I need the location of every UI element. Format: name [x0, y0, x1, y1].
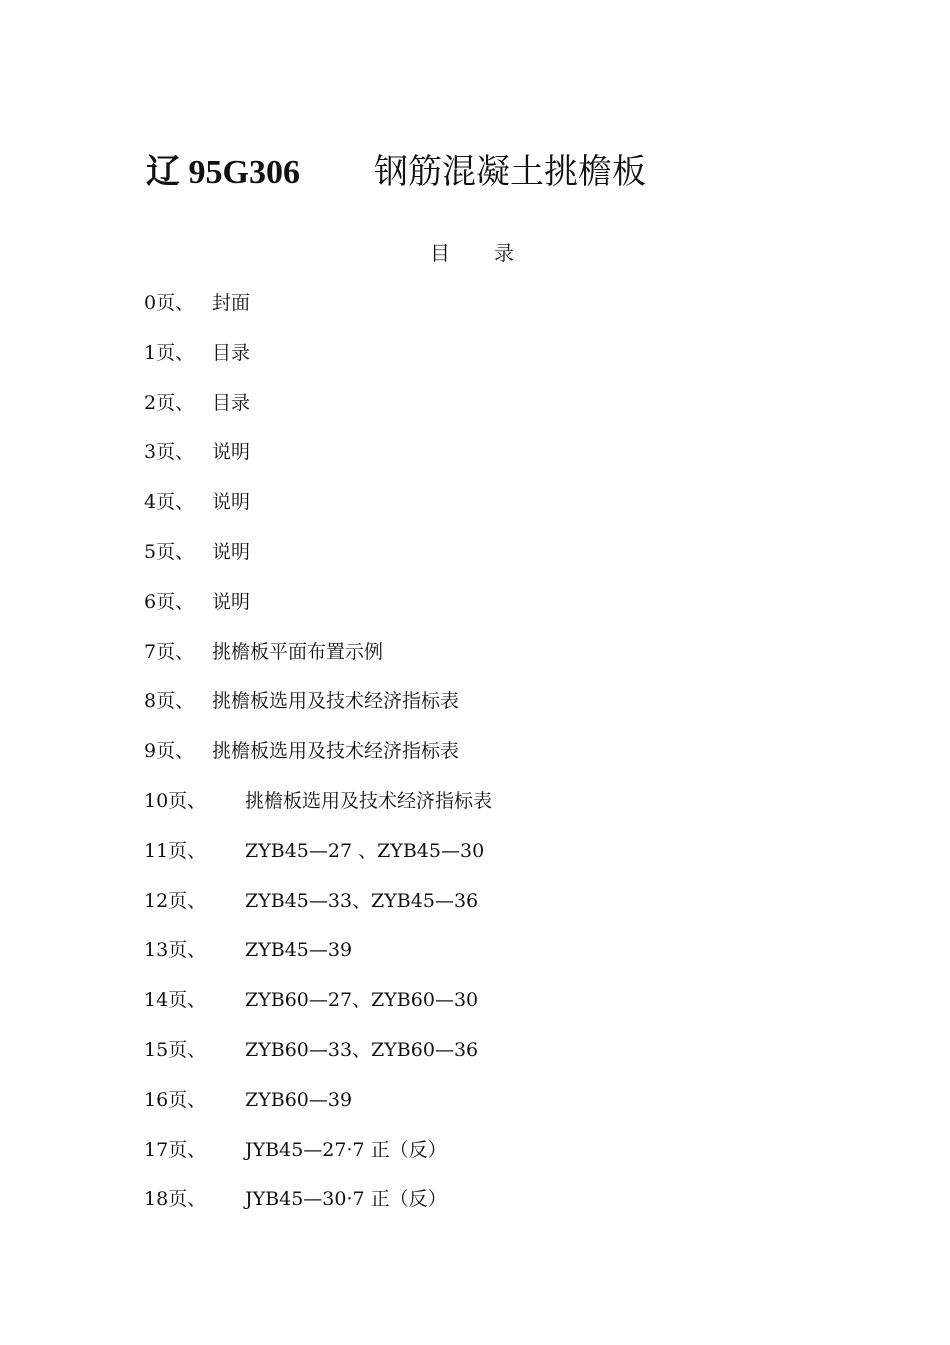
- toc-entry: [144, 537, 492, 587]
- document-title: [146, 146, 646, 198]
- toc-entry: [144, 935, 492, 985]
- toc-entry-title: ZYB45—39: [245, 939, 353, 962]
- toc-entry: [144, 1085, 492, 1135]
- toc-entry: [144, 637, 492, 687]
- table-of-contents: [144, 288, 492, 1234]
- toc-entry: [144, 786, 492, 836]
- document-name: 钢筋混凝土挑檐板: [374, 152, 646, 192]
- toc-entry-title: 说明: [212, 441, 251, 464]
- toc-page-number: 18页、: [144, 1188, 207, 1211]
- toc-entry-title: 挑檐板选用及技术经济指标表: [245, 789, 493, 812]
- toc-entry-title: ZYB60—27、ZYB60—30: [245, 989, 479, 1012]
- toc-page-number: 2页、: [144, 391, 195, 414]
- toc-page-number: 5页、: [144, 540, 195, 563]
- toc-entry: [144, 487, 492, 537]
- toc-entry-title: 挑檐板选用及技术经济指标表: [212, 740, 460, 763]
- toc-entry-title: 封面: [212, 292, 251, 314]
- toc-entry: [144, 437, 492, 487]
- toc-entry-title: 目录: [212, 341, 251, 364]
- toc-page-number: 0页、: [144, 292, 195, 314]
- toc-entry-title: ZYB45—27 、ZYB45—30: [245, 839, 485, 862]
- toc-entry: [144, 388, 492, 438]
- toc-page-number: 10页、: [144, 789, 207, 812]
- toc-entry-title: 目录: [212, 391, 251, 414]
- document-code: 辽 95G306: [146, 154, 300, 191]
- toc-entry-title: JYB45—30·7 正（反）: [245, 1188, 447, 1211]
- toc-page-number: 12页、: [144, 889, 207, 912]
- toc-entry: [144, 985, 492, 1035]
- toc-page-number: 7页、: [144, 640, 195, 663]
- toc-page-number: 3页、: [144, 441, 195, 464]
- toc-page-number: 17页、: [144, 1138, 207, 1161]
- toc-page-number: 14页、: [144, 989, 207, 1012]
- toc-page-number: 6页、: [144, 590, 195, 613]
- toc-entry: [144, 587, 492, 637]
- toc-entry-title: ZYB60—33、ZYB60—36: [245, 1038, 479, 1061]
- toc-entry: [144, 686, 492, 736]
- toc-entry-title: 说明: [212, 540, 251, 563]
- toc-page-number: 15页、: [144, 1038, 207, 1061]
- toc-entry: [144, 736, 492, 786]
- toc-page-number: 13页、: [144, 939, 207, 962]
- toc-page-number: 9页、: [144, 740, 195, 763]
- toc-page-number: 4页、: [144, 491, 195, 514]
- toc-page-number: 16页、: [144, 1088, 207, 1111]
- toc-page-number: 11页、: [144, 839, 207, 862]
- toc-entry: [144, 836, 492, 886]
- toc-entry-title: JYB45—27·7 正（反）: [245, 1138, 447, 1161]
- toc-entry: [144, 1035, 492, 1085]
- toc-page-number: 1页、: [144, 341, 195, 364]
- toc-entry: [144, 1184, 492, 1234]
- toc-entry: [144, 288, 492, 338]
- toc-entry-title: ZYB45—33、ZYB45—36: [245, 889, 479, 912]
- toc-entry-title: 挑檐板平面布置示例: [212, 640, 384, 663]
- toc-entry-title: 挑檐板选用及技术经济指标表: [212, 690, 460, 713]
- toc-heading: 目录: [430, 241, 558, 265]
- toc-entry-title: 说明: [212, 491, 251, 514]
- toc-entry-title: ZYB60—39: [245, 1088, 353, 1111]
- toc-page-number: 8页、: [144, 690, 195, 713]
- toc-entry-title: 说明: [212, 590, 251, 613]
- toc-entry: [144, 886, 492, 936]
- toc-entry: [144, 1135, 492, 1185]
- toc-entry: [144, 338, 492, 388]
